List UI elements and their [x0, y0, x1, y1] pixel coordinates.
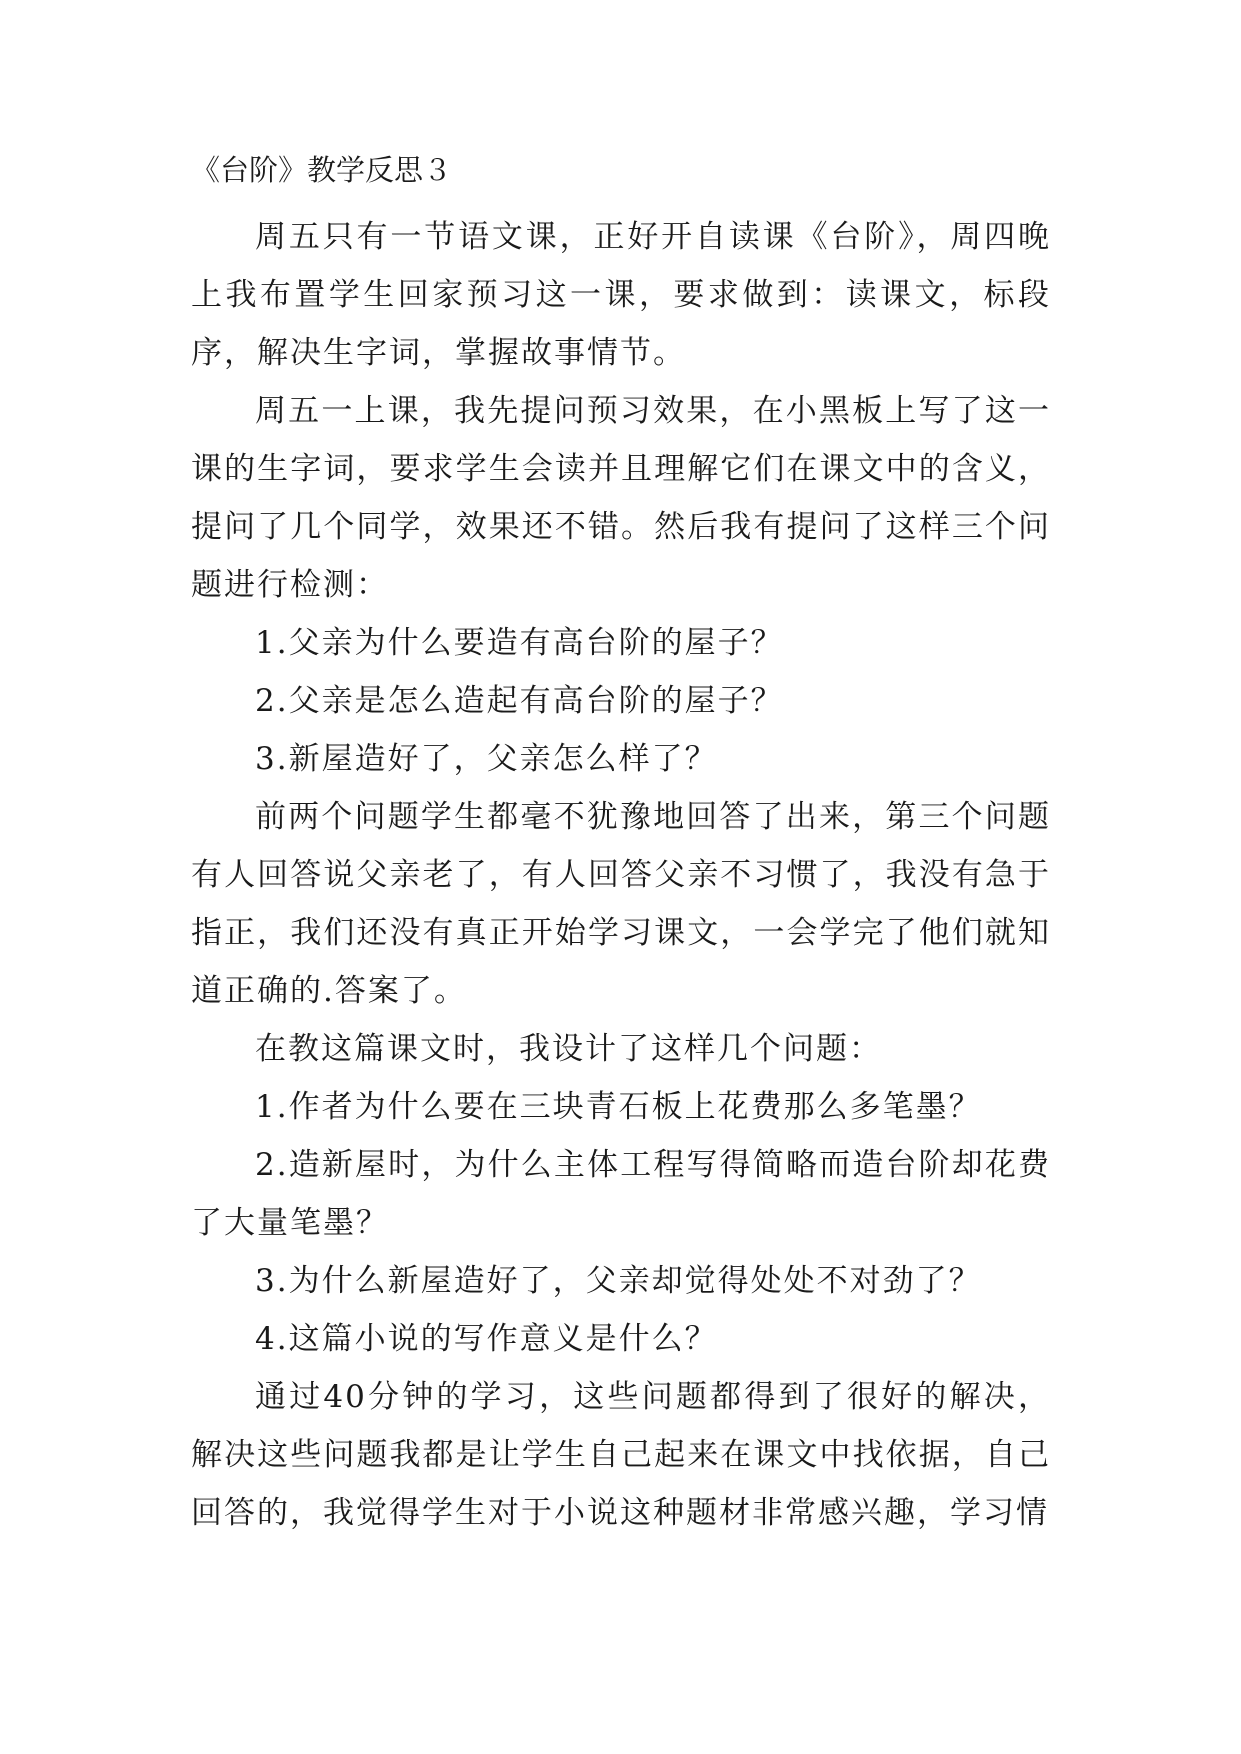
paragraph-intro: 周五只有一节语文课，正好开自读课《台阶》，周四晚上我布置学生回家预习这一课，要求做到：读课文，标段序，解决生字词，掌握故事情节。 [191, 219, 1051, 371]
question-item: 4.这篇小说的写作意义是什么？ [255, 1321, 718, 1357]
question-item: 3.新屋造好了，父亲怎么样了？ [255, 741, 718, 777]
question-item: 1.作者为什么要在三块青石板上花费那么多笔墨？ [255, 1089, 982, 1125]
document-page [191, 150, 1051, 1542]
document-title: 《台阶》教学反思３ [191, 153, 453, 187]
paragraph-conclusion: 通过40分钟的学习，这些问题都得到了很好的解决，解决这些问题我都是让学生自己起来在课文中找依据，自己回答的，我觉得学生对于小说这种题材非常感兴趣，学习情 [191, 1379, 1051, 1531]
question-item: 2.造新屋时，为什么主体工程写得简略而造台阶却花费了大量笔墨？ [191, 1147, 1051, 1241]
paragraph-answers: 前两个问题学生都毫不犹豫地回答了出来，第三个问题有人回答说父亲老了，有人回答父亲不习惯了，我没有急于指正，我们还没有真正开始学习课文，一会学完了他们就知道正确的.答案了。 [191, 799, 1051, 1009]
question-item: 3.为什么新屋造好了，父亲却觉得处处不对劲了？ [255, 1263, 982, 1299]
paragraph-class-start: 周五一上课，我先提问预习效果，在小黑板上写了这一课的生字词，要求学生会读并且理解它们在课文中的含义，提问了几个同学，效果还不错。然后我有提问了这样三个问题进行检测： [191, 393, 1051, 603]
paragraph-design: 在教这篇课文时，我设计了这样几个问题： [255, 1031, 882, 1067]
question-item: 2.父亲是怎么造起有高台阶的屋子？ [255, 683, 784, 719]
question-item: 1.父亲为什么要造有高台阶的屋子？ [255, 625, 784, 661]
